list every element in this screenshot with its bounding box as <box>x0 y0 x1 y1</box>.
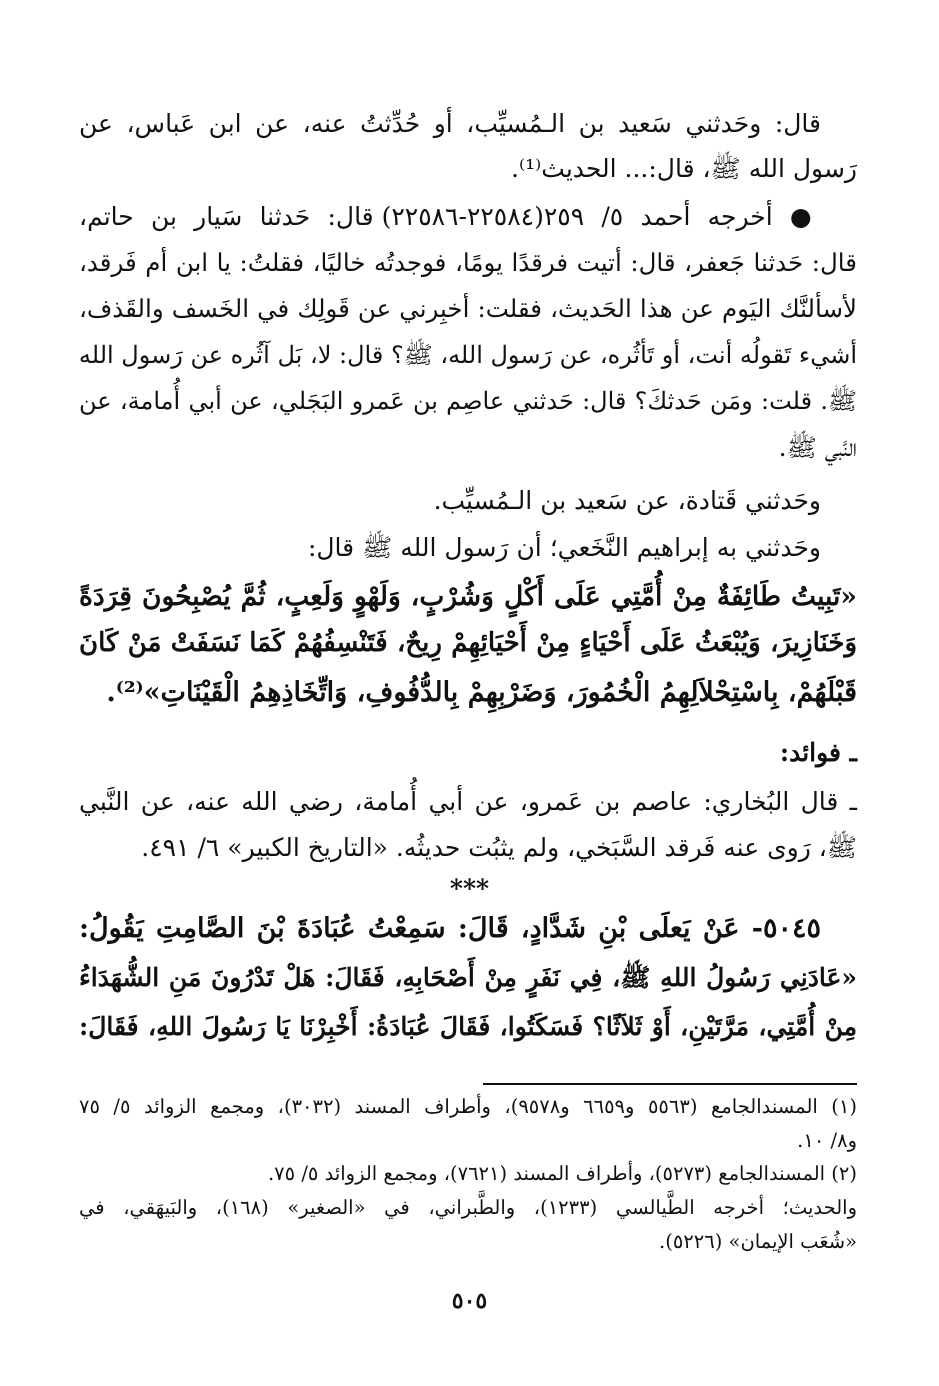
text-line: ﷺ. قلت: ومَن حَدثكَ؟ قال: حَدثني عاصِم بن عَمرو البَجَلي، عن أبي أُمامة، عن <box>79 387 857 415</box>
footnote-line: و٨/ ١٠. <box>797 1129 857 1152</box>
text-line: قال: وحَدثني سَعيد بن الـمُسيِّب، أو حُدِّثتُ عنه، عن ابن عَباس، عن <box>79 109 821 138</box>
text-line: ● أخرجه أحمد ٥/ ٢٥٩(٢٢٥٨٤-٢٢٥٨٦) قال: حَدثنا سَيار بن حاتم، <box>79 202 822 231</box>
section-divider: *** <box>449 874 490 903</box>
footnote-separator <box>483 1083 857 1085</box>
footnote-line: «شُعَب الإيمان» (٥٢٢٦). <box>659 1230 857 1253</box>
footnote-line: (٢) المسندالجامع (٥٢٧٣)، وأطراف المسند (٧٦٢١)، ومجمع الزوائد ٥/ ٧٥. <box>267 1162 857 1185</box>
text-line: وحَدثني قَتادة، عن سَعيد بن الـمُسيِّب. <box>433 486 821 515</box>
page-number: ٥٠٥ <box>451 1288 488 1314</box>
hadith-line: «عَادَنِي رَسُولُ اللهِ ﷺ، فِي نَفَرٍ مِنْ أَصْحَابِهِ، فَقَالَ: هَلْ تَدْرُونَ مَنِ الشُّهَدَاءُ <box>79 963 857 992</box>
hadith-line: ٥٠٤٥- عَنْ يَعلَى بْنِ شَدَّادٍ، قَالَ: سَمِعْتُ عُبَادَةَ بْنَ الصَّامِتِ يَقُولُ: <box>79 913 821 944</box>
footnote-line: (١) المسندالجامع (٥٥٦٣ و٦٦٥٩ و٩٥٧٨)، وأطراف المسند (٣٠٣٢)، ومجمع الزوائد ٥/ ٧٥ <box>79 1095 857 1118</box>
footnote-line: والحديث؛ أخرجه الطَّيالسي (١٢٣٣)، والطَّبراني، في «الصغير» (١٦٨)، والبَيهَقي، في <box>79 1196 857 1219</box>
text-line: وحَدثني به إبراهيم النَّخَعي؛ أن رَسول الله ﷺ قال: <box>307 533 821 562</box>
text-line: لأسألنَّك اليَوم عن هذا الحَديث، فقلت: أخبِرني عن قَولِك في الخَسف والقَذف، <box>79 294 857 323</box>
text-line: قال: حَدثنا جَعفر، قال: أتيت فرقدًا يومًا، فوجدتُه خاليًا، فقلتُ: يا ابن أم فَرقد، <box>79 248 857 277</box>
text-line: رَسول الله ﷺ، قال:... الحديث⁽¹⁾. <box>511 154 857 183</box>
text-line: أشيء تَقولُه أنت، أو تَأثُره، عن رَسول الله، ﷺ؟ قال: لا، بَل آثُره عن رَسول الله <box>78 341 857 369</box>
hadith-line: وَخَنَازِيرَ، وَيُبْعَثُ عَلَى أَحْيَاءٍ مِنْ أَحْيَائِهِمْ رِيحٌ، فَتَنْسِفُهُمْ كَمَا نَسَفَتْ مَنْ كَانَ <box>79 628 857 658</box>
hadith-line: مِنْ أُمَّتِي، مَرَّتَيْنِ، أَوْ ثَلاَثًا؟ فَسَكَتُوا، فَقَالَ عُبَادَةُ: أَخْبِرْنَا يَا رَسُولَ اللهِ، فَقَالَ: <box>79 1012 857 1041</box>
text-line: ـ قال البُخاري: عاصم بن عَمرو، عن أبي أُمامة، رضي الله عنه، عن النَّبي <box>79 787 857 816</box>
hadith-line: «تَبِيتُ طَائِفَةٌ مِنْ أُمَّتِي عَلَى أَكْلٍ وَشُرْبٍ، وَلَهْوٍ وَلَعِبٍ، ثُمَّ يُصْبِحُونَ قِرَدَةً <box>79 581 857 612</box>
hadith-line: قَبْلَهُمْ، بِاسْتِحْلاَلِهِمُ الْخُمُورَ، وَضَرْبِهِمْ بِالدُّفُوفِ، وَاتِّخَاذِهِمُ الْقَيْنَاتِ»⁽²⁾. <box>106 677 857 708</box>
text-line: ﷺ، رَوى عنه فَرقد السَّبَخي، ولم يثبُت حديثُه. «التاريخ الكبير» ٦/ ٤٩١. <box>141 833 857 862</box>
section-heading: ـ فوائد: <box>779 738 857 767</box>
text-line: النَّبي ﷺ. <box>778 433 857 462</box>
